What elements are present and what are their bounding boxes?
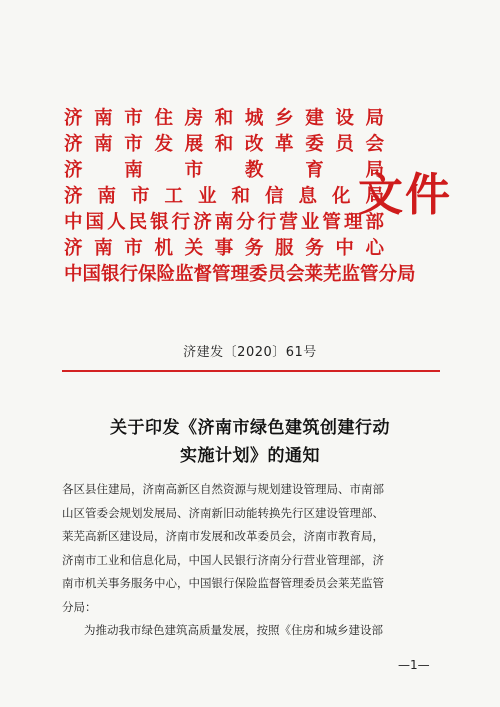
document-title-line1: 关于印发《济南市绿色建筑创建行动	[110, 418, 390, 438]
document-number: 济建发〔2020〕61号	[183, 345, 317, 360]
wenjian-mark: 文件	[358, 168, 453, 221]
body-line: 南市机关事务服务中心，中国银行保险监督管理委员会莱芜监管	[62, 576, 384, 590]
agency-line: 济南市工业和信息化局	[64, 186, 384, 207]
document-title-line2: 实施计划》的通知	[180, 446, 320, 466]
body-line: 山区管委会规划发展局、济南新旧动能转换先行区建设管理部、	[62, 505, 384, 520]
agency-line: 济南市教育局	[64, 160, 384, 181]
page-number: —1—	[398, 658, 430, 672]
agency-line: 济南市住房和城乡建设局	[64, 108, 384, 129]
agency-line: 济南市发展和改革委员会	[64, 134, 384, 155]
body-line: 为推动我市绿色建筑高质量发展，按照《住房和城乡建设部	[84, 623, 383, 637]
body-line: 各区县住建局，济南高新区自然资源与规划建设管理局、市南部	[62, 482, 384, 496]
agency-line: 中国人民银行济南分行营业管理部	[64, 212, 384, 233]
body-line: 莱芜高新区建设局，济南市发展和改革委员会，济南市教育局，	[62, 529, 384, 543]
agency-line: 济南市机关事务服务中心	[64, 238, 384, 259]
document-body	[62, 478, 442, 643]
body-line: 分局：	[62, 599, 97, 614]
agency-line: 中国银行保险监督管理委员会莱芜监管分局	[64, 264, 416, 285]
body-line: 济南市工业和信息化局，中国人民银行济南分行营业管理部，济	[62, 552, 384, 567]
red-divider	[62, 370, 440, 372]
